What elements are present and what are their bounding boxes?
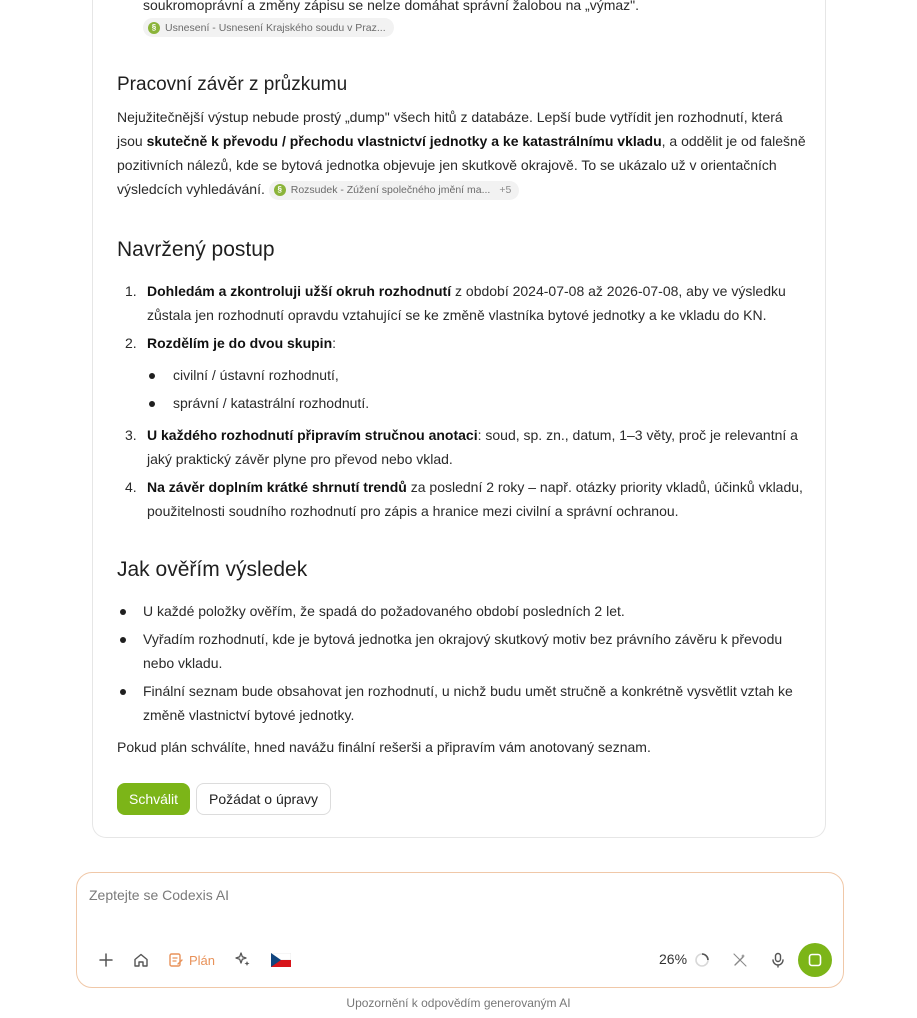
add-icon[interactable] bbox=[95, 949, 117, 971]
source-chip[interactable]: § Rozsudek - Zúžení společného jmění ma... +5 bbox=[269, 181, 520, 200]
microphone-icon[interactable] bbox=[767, 949, 789, 971]
verification-list bbox=[117, 599, 807, 727]
assistant-message-card: soukromoprávní a změny zápisu se nelze domáhat správní žalobou na „výmaz". § Usnesení - Usnesení Krajského soudu v Praz... Pracovní závěr z průzkumu Nejužitečnější výstup nebude prostý „dump" všech hitů z databáze. Lepší bude vytřídit jen rozhodnutí, která jsou skutečně k převodu / přechodu vlastnictví jednotky a ke katastrálnímu vkladu, a oddělit je od falešně pozitivních nálezů, kde se bytová jednotka objevuje jen skutkově okrajově. To se ukázalo už v orientačních výsledcích vyhledávání. § Rozsudek - Zúžení společného jmění ma... +5 Navržený postup 1. Dohledám a zkontroluji užší okruh rozhodnutí z období 2024-07-08 až 2026-07-08, aby ve výsledku zůstala jen rozhodnutí opravdu vztahující se ke změně vlastníka bytové jednotky a ke vkladu do KN. 2. Rozdělím je do dvou skupin: civilní / ústavní rozhodnutí, správní / katastrální rozhodnutí. 3. U každého rozhodnutí připravím stručnou anotaci: soud, sp. zn., datum, 1–3 věty, proč je relevantní a jaký praktický závěr plyne pro převod nebo vklad. 4. Na závěr doplním krátké shrnutí trendů za poslední 2 roky – např. otázky priority vkladů, účinků vkladu, použitelnosti soudního rozhodnutí pro zápis a hranice mezi civilní a správní ochranou. Jak ověřím výsledek U každé položky ověřím, že spadá do požadovaného období posledních 2 let. Vyřadím rozhodnutí, kde je bytová jednotka jen okrajový skutkový motiv bez právního závěru k převodu nebo vkladu. Finální seznam bude obsahovat jen rozhodnutí, u nichž budu umět stručně a konkrétně vysvětlit vztah ke změně vlastnictví bytové jednotky. Pokud plán schválíte, hned navážu finální rešerši a připravím vám anotovaný seznam. Schválit Požádat o úpravy bbox=[92, 0, 826, 838]
closing-paragraph: Pokud plán schválíte, hned navážu finální rešerši a připravím vám anotovaný seznam. bbox=[117, 739, 651, 755]
section-heading-verification: Jak ověřím výsledek bbox=[117, 558, 308, 581]
list-item: Finální seznam bude obsahovat jen rozhodnutí, u nichž budu umět stručně a konkrétně vysvětlit vztah ke změně vlastnictví bytové jednotky. bbox=[117, 679, 807, 727]
stop-icon bbox=[808, 953, 822, 967]
ai-disclaimer-link[interactable]: Upozornění k odpovědím generovaným AI bbox=[346, 996, 571, 1010]
list-item: Vyřadím rozhodnutí, kde je bytová jednotka jen okrajový skutkový motiv bez právního závěru k převodu nebo vkladu. bbox=[117, 627, 807, 675]
request-changes-button[interactable]: Požádat o úpravy bbox=[196, 783, 331, 815]
composer bbox=[76, 872, 844, 988]
list-item: 2. Rozdělím je do dvou skupin: bbox=[125, 335, 337, 351]
source-icon: § bbox=[148, 22, 160, 34]
approve-button[interactable]: Schválit bbox=[117, 783, 190, 815]
section-heading-proposed-procedure: Navržený postup bbox=[117, 238, 275, 261]
plan-icon bbox=[168, 952, 184, 968]
plan-mode-toggle[interactable]: Plán bbox=[168, 949, 215, 971]
usage-percentage: 26% bbox=[659, 951, 688, 967]
chat-input[interactable]: Zeptejte se Codexis AI bbox=[89, 887, 230, 903]
list-item: 1. Dohledám a zkontroluji užší okruh rozhodnutí z období 2024-07-08 až 2026-07-08, aby ve výsledku zůstala jen rozhodnutí opravdu vztahující se ke změně vlastníka bytové jednotky a ke vkladu do KN. bbox=[125, 283, 786, 323]
source-icon: § bbox=[274, 184, 286, 196]
czech-flag-icon[interactable] bbox=[270, 949, 292, 971]
send-button[interactable] bbox=[798, 943, 832, 977]
procedure-list bbox=[117, 279, 807, 523]
progress-spinner-icon bbox=[692, 949, 712, 971]
source-chip[interactable]: § Usnesení - Usnesení Krajského soudu v Praz... bbox=[143, 18, 394, 37]
sparkle-icon[interactable] bbox=[232, 949, 254, 971]
section-heading-work-conclusion: Pracovní závěr z průzkumu bbox=[117, 74, 348, 95]
sub-list-item: civilní / ústavní rozhodnutí, bbox=[117, 363, 807, 387]
list-item: 4. Na závěr doplním krátké shrnutí trendů za poslední 2 roky – např. otázky priority vkladů, účinků vkladu, použitelnosti soudního rozhodnutí pro zápis a hranice mezi civilní a správní ochranou. bbox=[125, 479, 803, 519]
work-conclusion-paragraph: Nejužitečnější výstup nebude prostý „dump" všech hitů z databáze. Lepší bude vytřídit jen rozhodnutí, která jsou skutečně k převodu / přechodu vlastnictví jednotky a ke katastrálnímu vkladu, a oddělit je od falešně pozitivních nálezů, kde se bytová jednotka objevuje jen skutkově okrajově. To se ukázalo už v orientačních výsledcích vyhledávání. § Rozsudek - Zúžení společného jmění ma... +5 bbox=[117, 105, 807, 201]
sub-list-item: správní / katastrální rozhodnutí. bbox=[117, 391, 807, 415]
magic-wand-icon[interactable] bbox=[729, 949, 751, 971]
list-item: U každé položky ověřím, že spadá do požadovaného období posledních 2 let. bbox=[117, 599, 807, 623]
home-icon[interactable] bbox=[130, 949, 152, 971]
list-item: 3. U každého rozhodnutí připravím stručnou anotaci: soud, sp. zn., datum, 1–3 věty, proč je relevantní a jaký praktický závěr plyne pro převod nebo vklad. bbox=[125, 427, 798, 467]
